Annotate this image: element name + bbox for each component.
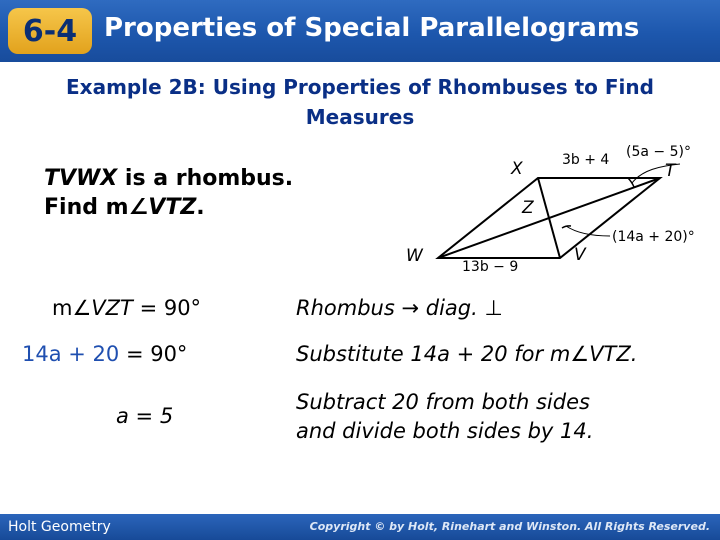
vertex-v-label: V <box>574 245 586 265</box>
side-bottom-label: 13b − 9 <box>462 259 519 275</box>
step2-term1: 14a <box>22 342 62 366</box>
problem-line2-end: . <box>196 195 205 220</box>
problem-line2-prefix: Find m <box>44 195 129 220</box>
angle-top-label: (5a − 5)° <box>626 144 691 160</box>
angle-right-label: (14a + 20)° <box>612 229 695 245</box>
step2-rest: = 90° <box>119 342 188 366</box>
problem-line1 <box>44 164 293 193</box>
footer-bar <box>0 514 720 540</box>
vertex-w-label: W <box>406 246 423 266</box>
rhombus-name: TVWX <box>44 166 118 191</box>
step1-rest: = 90° <box>132 296 202 320</box>
vertex-t-label: T <box>665 161 676 181</box>
side-top-label: 3b + 4 <box>562 152 610 168</box>
example-title-line1: Example 2B: Using Properties of Rhombuses to Find <box>66 75 654 99</box>
step2-reason-text: Substitute 14a + 20 for m <box>296 342 571 366</box>
arrow-icon: → <box>401 296 420 320</box>
footer-copyright: Copyright © by Holt, Rinehart and Winston. All Rights Reserved. <box>309 520 710 533</box>
vertex-x-label: X <box>511 159 523 179</box>
angle-icon: ∠ <box>128 195 149 220</box>
step1-angle: VZT <box>91 296 133 320</box>
step1-m: m <box>52 296 73 320</box>
step2-reason-end: . <box>630 342 638 366</box>
step2-equation <box>22 342 187 366</box>
step3-reason-line1: Subtract 20 from both sides <box>296 390 590 414</box>
problem-line2 <box>44 193 293 222</box>
example-title <box>10 72 710 132</box>
step2-term2: + 20 <box>61 342 120 366</box>
step1-reason-text1: Rhombus <box>296 296 402 320</box>
leader-right <box>566 226 610 236</box>
example-title-line2: Measures <box>305 105 415 129</box>
angle-icon: ∠ <box>72 296 92 320</box>
step1-reason-text2: diag. <box>419 296 485 320</box>
problem-angle-name: VTZ <box>148 195 197 220</box>
problem-statement <box>44 164 293 222</box>
center-z-label: Z <box>522 198 534 218</box>
step3-reason <box>296 388 593 446</box>
header-bar <box>0 0 720 62</box>
step1-equation <box>52 296 201 320</box>
lesson-number-badge: 6-4 <box>8 8 92 54</box>
step3-equation <box>116 404 173 428</box>
problem-line1-text: is a rhombus. <box>117 166 294 191</box>
angle-icon: ∠ <box>570 342 590 366</box>
footer-course: Holt Geometry <box>8 519 111 535</box>
diagonal-xv <box>538 178 560 258</box>
step1-reason <box>296 296 503 320</box>
step2-reason-angle: VTZ <box>589 342 631 366</box>
perpendicular-icon: ⊥ <box>484 296 503 320</box>
step3-text: a = 5 <box>116 404 174 428</box>
rhombus-diagram <box>398 140 708 278</box>
lesson-title: Properties of Special Parallelograms <box>104 13 640 43</box>
step2-reason <box>296 342 637 366</box>
angle-arc-top <box>628 178 634 187</box>
step3-reason-line2: and divide both sides by 14. <box>296 419 594 443</box>
